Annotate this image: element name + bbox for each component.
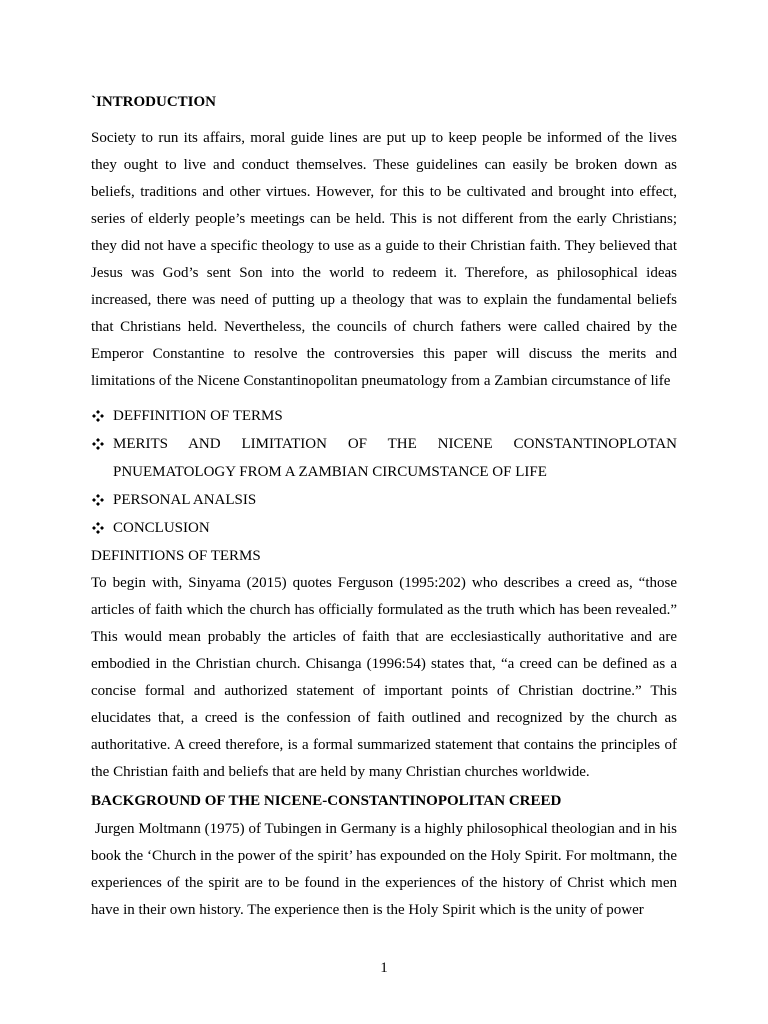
outline-item-text: DEFFINITION OF TERMS	[113, 408, 283, 424]
four-diamond-bullet-icon	[91, 486, 105, 514]
four-diamond-bullet-icon	[91, 430, 105, 458]
introduction-heading: `INTRODUCTION	[91, 94, 217, 110]
outline-item-text: PERSONAL ANALSIS	[113, 492, 257, 508]
outline-item-text-continued: PNUEMATOLOGY FROM A ZAMBIAN CIRCUMSTANCE OF LIFE	[113, 464, 547, 480]
outline-item-analysis	[91, 486, 677, 514]
outline-item-conclusion	[91, 514, 677, 542]
outline-item-merits	[91, 430, 677, 486]
definitions-paragraph: To begin with, Sinyama (2015) quotes Ferguson (1995:202) who describes a creed as, “those articles of faith which the church has officially formulated as the truth which has been revealed.” This would mean probably the articles of faith that are ecclesiastically authoritative and are embodied in the Christian church. Chisanga (1996:54) states that, “a creed can be defined as a concise formal and authorized statement of important points of Christian doctrine.” This elucidates that, a creed is the confession of faith outlined and recognized by the church as authoritative. A creed therefore, is a formal summarized statement that contains the principles of the Christian faith and beliefs that are held by many Christian churches worldwide.	[91, 575, 677, 780]
outline-list	[91, 402, 677, 542]
outline-item-definition	[91, 402, 677, 430]
four-diamond-bullet-icon	[91, 402, 105, 430]
page-number: 1	[380, 960, 388, 976]
background-paragraph: Jurgen Moltmann (1975) of Tubingen in Germany is a highly philosophical theologian and in his book the ‘Church in the power of the spirit’ has expounded on the Holy Spirit. For moltmann, the experiences of the spirit are to be found in the experiences of the history of Christ which men have in their own history. The experience then is the Holy Spirit which is the unity of power	[91, 821, 681, 918]
outline-item-text: MERITS AND LIMITATION OF THE NICENE CONSTANTINOPLOTAN	[113, 436, 677, 452]
definitions-heading: DEFINITIONS OF TERMS	[91, 548, 261, 564]
background-heading: BACKGROUND OF THE NICENE-CONSTANTINOPOLITAN CREED	[91, 793, 562, 809]
introduction-paragraph: Society to run its affairs, moral guide lines are put up to keep people be informed of the lives they ought to live and conduct themselves. These guidelines can easily be broken down as beliefs, traditions and other virtues. However, for this to be cultivated and brought into effect, series of elderly people’s meetings can be held. This is not different from the early Christians; they did not have a specific theology to use as a guide to their Christian faith. They believed that Jesus was God’s sent Son into the world to redeem it. Therefore, as philosophical ideas increased, there was need of putting up a theology that was to explain the fundamental beliefs that Christians held. Nevertheless, the councils of church fathers were called chaired by the Emperor Constantine to resolve the controversies this paper will discuss the merits and limitations of the Nicene Constantinopolitan pneumatology from a Zambian circumstance of life	[91, 130, 677, 389]
four-diamond-bullet-icon	[91, 514, 105, 542]
page-content	[91, 91, 681, 924]
outline-item-text: CONCLUSION	[113, 520, 210, 536]
